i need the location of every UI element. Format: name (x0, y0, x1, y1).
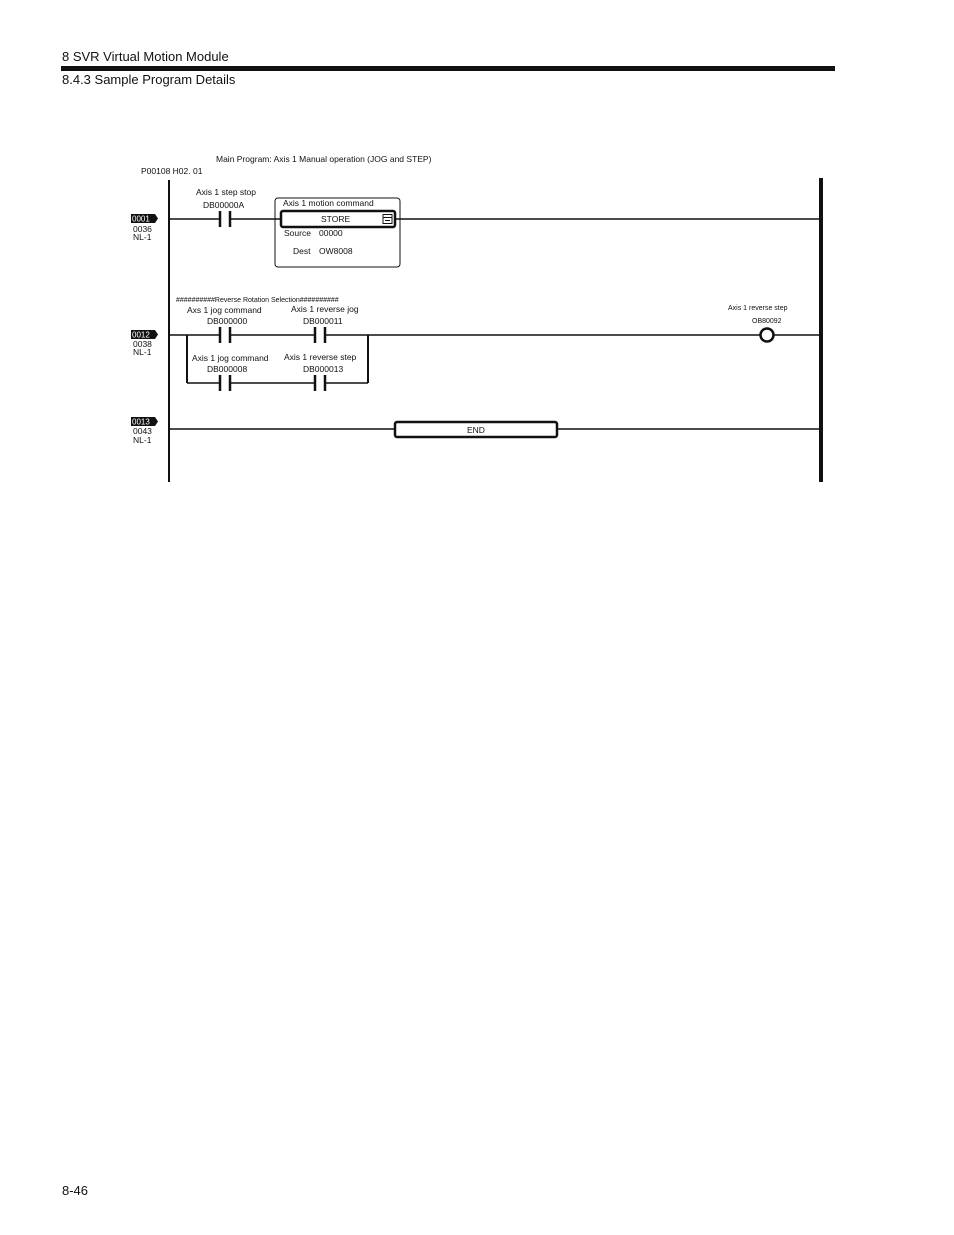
output-coil-symbol (761, 329, 774, 342)
no-contact-symbol (220, 375, 230, 391)
contact-address: DB000008 (207, 364, 248, 374)
no-contact-symbol (220, 211, 230, 227)
source-value: 00000 (319, 228, 343, 238)
no-contact-symbol (220, 327, 230, 343)
chapter-header: 8 SVR Virtual Motion Module (62, 49, 229, 64)
contact-comment: Axis 1 reverse step (284, 352, 357, 362)
coil-comment: Axis 1 reverse step (728, 305, 788, 312)
block-comment: Axis 1 motion command (283, 198, 374, 208)
rung-nl: NL-1 (133, 232, 152, 242)
source-label: Source (284, 228, 311, 238)
end-instruction: END (467, 425, 485, 435)
rung-number: 0001 (132, 214, 150, 224)
rung-number: 0013 (132, 417, 150, 427)
dest-label: Dest (293, 246, 311, 256)
contact-address: DB000000 (207, 316, 248, 326)
contact-address: DB00000A (203, 200, 245, 210)
store-instruction: STORE (321, 214, 351, 224)
rung-0013 (131, 417, 821, 445)
section-comment: ##########Reverse Rotation Selection########## (176, 297, 339, 304)
rung-0012 (131, 297, 821, 391)
rung-step: 0043 (133, 426, 152, 436)
contact-address: DB000011 (303, 316, 343, 326)
contact-comment: Axis 1 reverse jog (291, 304, 359, 314)
program-id: P00108 H02. 01 (141, 166, 203, 176)
no-contact-symbol (315, 375, 325, 391)
rung-nl: NL-1 (133, 435, 152, 445)
contact-address: DB000013 (303, 364, 344, 374)
no-contact-symbol (315, 327, 325, 343)
dest-value: OW8008 (319, 246, 353, 256)
contact-comment: Axis 1 step stop (196, 187, 257, 197)
rung-step: 0036 (133, 224, 152, 234)
rung-nl: NL-1 (133, 347, 152, 357)
contact-comment: Axs 1 jog command (187, 305, 262, 315)
page-number: 8-46 (62, 1183, 89, 1198)
contact-comment: Axis 1 jog command (192, 353, 269, 363)
rung-0001 (131, 187, 821, 267)
ladder-title: Main Program: Axis 1 Manual operation (JOG and STEP) (216, 154, 432, 164)
rung-step: 0038 (133, 339, 152, 349)
section-header: 8.4.3 Sample Program Details (62, 72, 236, 87)
coil-address: OB80092 (752, 318, 782, 325)
rung-number: 0012 (132, 330, 150, 340)
